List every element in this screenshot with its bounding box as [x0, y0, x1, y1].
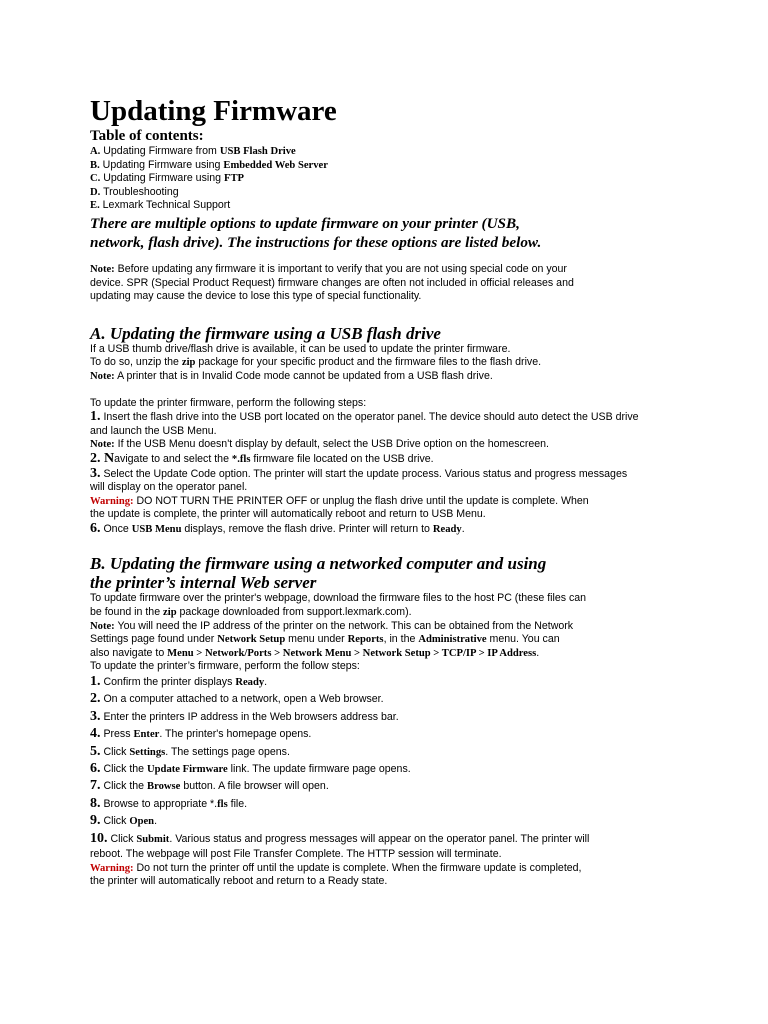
text-line: the update is complete, the printer will automatically reboot and return to USB Menu.: [90, 508, 486, 521]
text-run: link. The update firmware page opens.: [227, 763, 411, 776]
toc-title: Table of contents:: [90, 128, 204, 144]
step-b-7: [90, 778, 728, 795]
text-run: A.: [90, 146, 101, 157]
text-run: Administrative: [418, 634, 487, 646]
text-run: Press: [100, 728, 134, 741]
text-run: Note:: [90, 263, 115, 275]
text-run: USB Menu: [131, 523, 182, 535]
text-run: Submit: [136, 833, 170, 845]
text-run: menu. You can: [486, 633, 560, 646]
text-run: .: [461, 522, 465, 535]
text-line: [90, 263, 728, 277]
step-a-2: [90, 452, 728, 467]
text-run: Warning:: [90, 862, 134, 874]
text-run: .: [536, 646, 540, 659]
text-run: zip: [163, 607, 177, 619]
text-run: menu under: [285, 633, 348, 646]
text-run: Click the: [100, 763, 148, 776]
step-b-3: [90, 709, 728, 726]
step-b-9: [90, 813, 728, 830]
text-run: be found in the: [90, 606, 164, 619]
text-run: A printer that is in Invalid Code mode cannot be updated from a USB flash drive.: [114, 369, 493, 382]
text-run: To do so, unzip the: [90, 356, 182, 369]
text-run: C.: [90, 173, 101, 185]
toc-item-d: [90, 186, 728, 200]
text-run: Troubleshooting: [100, 185, 179, 198]
text-run: Ready: [432, 523, 462, 535]
step-b-8: [90, 796, 728, 813]
text-run: .: [154, 815, 158, 828]
step-b-6: [90, 761, 728, 778]
step-b-1: [90, 674, 728, 691]
page-title: Updating Firmware: [90, 95, 337, 127]
text-run: 2. N: [90, 450, 115, 466]
text-run: 5.: [90, 743, 101, 759]
text-run: Select the Update Code option. The printer will start the update process. Various status and progress messages: [100, 467, 628, 480]
text-run: 2.: [90, 691, 101, 707]
text-run: Settings: [129, 746, 166, 758]
step-a-6: [90, 522, 728, 537]
text-line: [90, 438, 728, 452]
step-a-3: [90, 467, 728, 482]
text-run: If the USB Menu doesn't display by default, select the USB Drive option on the homescreen.: [114, 438, 549, 451]
text-run: 8.: [90, 795, 101, 811]
text-run: Once: [100, 522, 132, 535]
text-run: 9.: [90, 813, 101, 829]
section-a-body: [90, 343, 728, 537]
text-run: Warning:: [90, 495, 134, 507]
text-run: displays, remove the flash drive. Printer will return to: [181, 522, 433, 535]
warning-a: [90, 495, 728, 509]
text-run: 10.: [90, 830, 108, 846]
text-run: DO NOT TURN THE PRINTER OFF or unplug the flash drive until the update is complete. When: [133, 494, 589, 507]
text-line: [90, 620, 728, 634]
toc-item-b: [90, 159, 728, 173]
text-run: USB Flash Drive: [219, 146, 296, 157]
text-run: Insert the flash drive into the USB port located on the operator panel. The device should auto detect the USB drive: [100, 411, 639, 424]
step-b-4: [90, 726, 728, 743]
text-line: network, flash drive). The instructions for these options are listed below.: [90, 233, 542, 251]
text-line: will display on the operator panel.: [90, 481, 248, 494]
text-line: [90, 370, 728, 384]
text-run: Note:: [90, 370, 115, 382]
text-line: device. SPR (Special Product Request) firmware changes are often not included in official releases and: [90, 276, 574, 289]
text-run: Enter the printers IP address in the Web browsers address bar.: [100, 710, 399, 723]
text-run: E.: [90, 200, 100, 212]
text-run: Click: [100, 745, 130, 758]
text-run: Click: [100, 815, 130, 828]
text-run: Menu > Network/Ports > Network Menu > Network Setup > TCP/IP > IP Address: [167, 647, 537, 659]
section-b-body: [90, 592, 728, 888]
text-run: Network Setup: [217, 634, 286, 646]
step-a-1: [90, 410, 728, 425]
text-run: .: [264, 676, 268, 689]
text-run: Click the: [100, 780, 148, 793]
text-run: Updating Firmware using: [100, 172, 224, 185]
text-line: [90, 647, 728, 661]
text-run: 6.: [90, 520, 101, 536]
text-run: also navigate to: [90, 646, 168, 659]
text-run: Browse to appropriate *.: [100, 797, 218, 810]
special-code-note: [90, 263, 728, 304]
toc-item-e: [90, 199, 728, 213]
text-run: Browse: [147, 781, 181, 793]
text-run: Ready: [235, 677, 265, 689]
text-run: . Various status and progress messages will appear on the operator panel. The printer will: [169, 832, 590, 845]
text-run: B.: [90, 159, 100, 171]
text-run: Note:: [90, 439, 115, 451]
text-run: 3.: [90, 708, 101, 724]
section-a-heading: A. Updating the firmware using a USB flash drive: [90, 323, 441, 343]
text-run: Confirm the printer displays: [100, 676, 236, 689]
text-run: file.: [227, 797, 248, 810]
toc-item-c: [90, 172, 728, 186]
step-b-2: [90, 691, 728, 708]
text-run: 1.: [90, 674, 101, 690]
text-run: You will need the IP address of the printer on the network. This can be obtained from the Network: [114, 619, 574, 632]
text-run: Embedded Web Server: [223, 159, 328, 171]
text-run: Updating Firmware using: [99, 158, 224, 171]
text-line: the printer will automatically reboot and return to a Ready state.: [90, 875, 388, 888]
text-run: 3.: [90, 465, 101, 481]
text-line: There are multiple options to update firmware on your printer (USB,: [90, 214, 520, 232]
text-run: Before updating any firmware it is important to verify that you are not using special code on your: [114, 262, 567, 275]
text-run: FTP: [223, 173, 244, 185]
step-b-5: [90, 744, 728, 761]
text-run: Open: [129, 816, 155, 828]
text-run: 1.: [90, 409, 101, 425]
text-run: On a computer attached to a network, open a Web browser.: [100, 693, 384, 706]
text-line: [90, 356, 728, 370]
text-line: [90, 633, 728, 647]
text-line: B. Updating the firmware using a networked computer and using: [90, 554, 547, 574]
text-run: Updating Firmware from: [100, 145, 220, 157]
text-run: zip: [181, 357, 196, 369]
text-line: and launch the USB Menu.: [90, 424, 217, 437]
text-run: 7.: [90, 778, 101, 794]
text-run: *.fls: [231, 453, 251, 465]
text-run: 6.: [90, 761, 101, 777]
text-line: [90, 606, 728, 620]
text-run: Lexmark Technical Support: [99, 199, 231, 212]
toc-list: [90, 145, 728, 213]
text-run: Reports: [347, 634, 384, 646]
text-run: Update Firmware: [147, 764, 228, 776]
text-run: Enter: [133, 729, 160, 741]
text-run: Click: [107, 832, 137, 845]
text-line: reboot. The webpage will post File Transfer Complete. The HTTP session will terminate.: [90, 848, 502, 861]
text-line: To update firmware over the printer's webpage, download the firmware files to the host PC (these files can: [90, 592, 587, 605]
text-run: button. A file browser will open.: [180, 780, 329, 793]
text-run: . The settings page opens.: [165, 745, 290, 758]
text-run: avigate to and select the: [114, 452, 232, 465]
toc-item-a: [90, 145, 728, 159]
text-run: D.: [90, 186, 101, 198]
text-run: fls: [217, 798, 228, 810]
text-run: Settings page found under: [90, 633, 218, 646]
text-line: the printer’s internal Web server: [90, 573, 317, 593]
section-b-heading: [90, 554, 728, 592]
text-run: Note:: [90, 620, 115, 632]
step-b-10: [90, 831, 728, 848]
text-line: To update the printer’s firmware, perform the follow steps:: [90, 660, 360, 673]
text-run: , in the: [383, 633, 419, 646]
text-line: updating may cause the device to lose this type of special functionality.: [90, 290, 422, 303]
text-line: If a USB thumb drive/flash drive is available, it can be used to update the printer firmware.: [90, 342, 511, 355]
text-line: To update the printer firmware, perform the following steps:: [90, 396, 367, 409]
text-run: Do not turn the printer off until the update is complete. When the firmware update is completed,: [133, 861, 582, 874]
text-run: firmware file located on the USB drive.: [250, 452, 434, 465]
warning-b: [90, 862, 728, 876]
intro-lead: [90, 214, 728, 252]
text-run: package downloaded from support.lexmark.com).: [176, 606, 412, 619]
text-run: . The printer's homepage opens.: [159, 728, 312, 741]
text-run: 4.: [90, 726, 101, 742]
text-run: package for your specific product and the firmware files to the flash drive.: [195, 356, 542, 369]
